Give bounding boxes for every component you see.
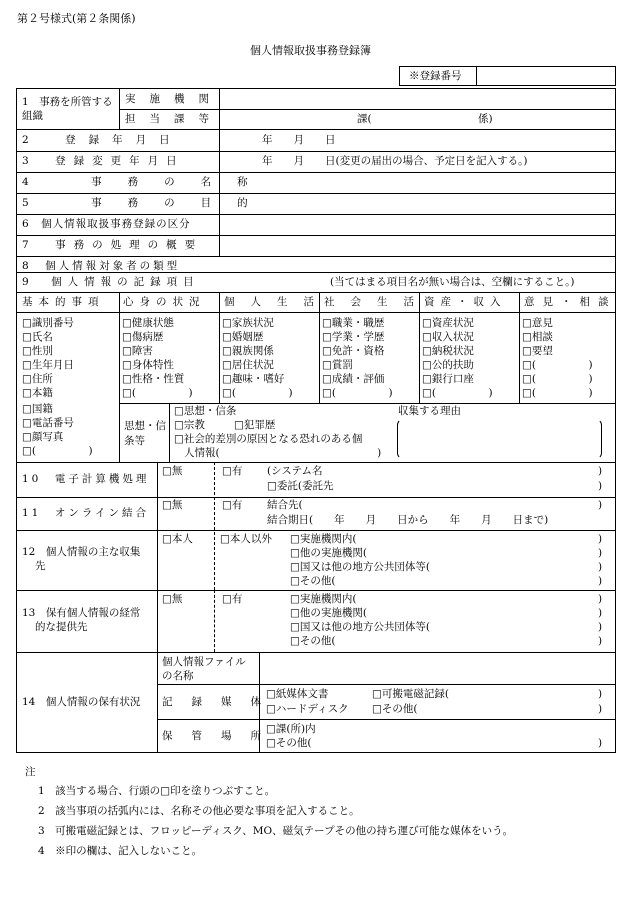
cat4-item[interactable]: □納税状況 <box>422 345 474 357</box>
reason-bracket[interactable] <box>397 419 602 459</box>
row1-label: 1 事務を所管する組織 <box>22 96 113 122</box>
row1-ka: 課( <box>357 113 372 125</box>
row11-yes[interactable]: □有 <box>222 499 243 511</box>
cat2-item[interactable]: □趣味・嗜好 <box>222 373 285 385</box>
cat5-item[interactable]: □( ) <box>522 387 593 399</box>
cat0-item[interactable]: □住所 <box>22 373 53 385</box>
row14-media-label: 記録媒体 <box>162 696 280 708</box>
row4-label: 4 事務の名称 <box>22 176 274 188</box>
shiso-item-discrimination[interactable]: □社会的差別の原因となる恐れのある個 <box>174 433 363 445</box>
cat0-item[interactable]: □生年月日 <box>22 359 74 371</box>
row12-self[interactable]: □本人 <box>162 533 193 545</box>
paren-close: ) <box>598 703 603 715</box>
row1-agency-input[interactable] <box>220 89 615 109</box>
row12-item[interactable]: □実施機関内( <box>290 533 357 545</box>
paren-close: ) <box>598 688 603 700</box>
paren-close: ) <box>598 499 603 511</box>
shiso-label: 思想・信条等 <box>124 420 166 447</box>
row13-item[interactable]: □実施機関内( <box>290 593 357 605</box>
paren-close: ) <box>598 737 603 749</box>
cat1-item[interactable]: □性格・性質 <box>122 373 185 385</box>
cat3-item[interactable]: □免許・資格 <box>322 345 385 357</box>
note-4: 4 ※印の欄は、記入しないこと。 <box>38 845 203 857</box>
row7-label: 7 事務の処理の概要 <box>22 239 204 251</box>
category-header-opinion: 意見・相談 <box>524 296 617 308</box>
reason-label: 収集する理由 <box>398 405 461 417</box>
row11-label: 11 オンライン結合 <box>22 507 150 519</box>
row12-other[interactable]: □本人以外 <box>220 533 272 545</box>
row13-item[interactable]: □国又は他の地方公共団体等( <box>290 621 431 633</box>
cat1-item[interactable]: □障害 <box>122 345 153 357</box>
shiso-item-belief[interactable]: □思想・信条 <box>174 405 237 417</box>
cat0-item[interactable]: □本籍 <box>22 387 53 399</box>
row14-media-paper[interactable]: □紙媒体文書 <box>266 688 329 700</box>
cat1-item[interactable]: □身体特性 <box>122 359 174 371</box>
row9-label: 9 個人情報の記録項目 <box>22 276 200 288</box>
row13-none[interactable]: □無 <box>162 593 183 605</box>
cat0-item[interactable]: □( ) <box>22 445 93 457</box>
category-header-body: 心身の状況 <box>123 296 206 308</box>
row10-label: 10 電子計算機処理 <box>22 473 150 485</box>
paren-close: ) <box>598 607 603 619</box>
row13-yes[interactable]: □有 <box>222 593 243 605</box>
cat5-item[interactable]: □( ) <box>522 359 593 371</box>
page-title: 個人情報取扱事務登録簿 <box>250 44 371 57</box>
cat3-item[interactable]: □( ) <box>322 387 393 399</box>
row5-label: 5 事務の目的 <box>22 197 274 209</box>
row1-kakari: 係) <box>478 113 493 125</box>
cat0-item[interactable]: □電話番号 <box>22 417 74 429</box>
row3-label: 3 登録変更年月日 <box>22 155 185 167</box>
cat4-item[interactable]: □収入状況 <box>422 331 474 343</box>
cat1-item[interactable]: □傷病歴 <box>122 331 164 343</box>
registration-number-field[interactable] <box>477 67 615 85</box>
row6-label: 6 個人情報取扱事務登録の区分 <box>22 218 191 230</box>
cat2-item[interactable]: □( ) <box>222 387 293 399</box>
row11-period: 結合期日( 年 月 日から 年 月 日まで) <box>267 514 549 526</box>
paren-close: ) <box>598 621 603 633</box>
row10-none[interactable]: □無 <box>162 465 183 477</box>
cat5-item[interactable]: □要望 <box>522 345 553 357</box>
paren-close: ) <box>598 465 603 477</box>
row10-yes[interactable]: □有 <box>222 465 243 477</box>
row14-label: 14 個人情報の保有状況 <box>22 696 141 708</box>
cat4-item[interactable]: □公的扶助 <box>422 359 474 371</box>
category-header-assets: 資産・収入 <box>424 296 507 308</box>
row2-date: 年 月 日 <box>262 134 336 146</box>
row14-place-label: 保管場所 <box>162 730 280 742</box>
row1-sub-agency: 実施機関 <box>125 93 223 105</box>
row12-item[interactable]: □他の実施機関( <box>290 547 368 559</box>
cat5-item[interactable]: □相談 <box>522 331 553 343</box>
row14-file-label1: 個人情報ファイル <box>162 656 246 668</box>
row11-target: 結合先( <box>267 499 303 511</box>
cat3-item[interactable]: □職業・職歴 <box>322 317 385 329</box>
row12-item[interactable]: □国又は他の地方公共団体等( <box>290 561 431 573</box>
note-3: 3 可搬電磁記録とは、フロッピーディスク、MO、磁気テープその他の持ち運び可能な媒体をいう。 <box>38 825 514 837</box>
cat0-item[interactable]: □国籍 <box>22 403 53 415</box>
row14-file-input[interactable] <box>260 653 615 683</box>
note-2: 2 該当事項の括弧内には、名称その他必要な事項を記入すること。 <box>38 805 360 817</box>
category-header-basic: 基本的事項 <box>22 296 105 308</box>
row14-file-label2: の名称 <box>162 670 194 682</box>
row14-place-office[interactable]: □課(所)内 <box>266 723 316 735</box>
paren-close: ) <box>598 635 603 647</box>
paren-close: ) <box>598 480 603 492</box>
category-header-social: 社会生活 <box>324 296 430 308</box>
row14-media-portable[interactable]: □可搬電磁記録( <box>372 688 450 700</box>
row9-note: (当てはまる項目名が無い場合は、空欄にすること。) <box>330 276 575 288</box>
shiso-item-religion[interactable]: □宗教 <box>174 419 205 431</box>
cat0-item[interactable]: □氏名 <box>22 331 53 343</box>
cat0-item[interactable]: □顔写真 <box>22 431 64 443</box>
cat5-item[interactable]: □意見 <box>522 317 553 329</box>
cat3-item[interactable]: □成績・評価 <box>322 373 385 385</box>
row3-date: 年 月 日(変更の届出の場合、予定日を記入する。) <box>262 155 528 167</box>
row13-label-line1: 13 保有個人情報の経常 <box>22 607 141 619</box>
row1-sub-section: 担当課等 <box>125 113 223 125</box>
row12-label-line2: 先 <box>35 560 46 572</box>
row13-item[interactable]: □その他( <box>290 635 336 647</box>
paren-close: ) <box>598 561 603 573</box>
cat4-item[interactable]: □( ) <box>422 387 493 399</box>
row10-system: (システム名 <box>267 465 323 477</box>
cat1-item[interactable]: □健康状態 <box>122 317 174 329</box>
paren-close: ) <box>598 533 603 545</box>
cat2-item[interactable]: □婚姻歴 <box>222 331 264 343</box>
cat4-item[interactable]: □銀行口座 <box>422 373 474 385</box>
form-number: 第２号様式(第２条関係) <box>17 12 136 25</box>
cat0-item[interactable]: □性別 <box>22 345 53 357</box>
cat5-item[interactable]: □( ) <box>522 373 593 385</box>
paren-close: ) <box>598 547 603 559</box>
row10-contract[interactable]: □委託(委託先 <box>267 480 334 492</box>
row2-label: 2 登録年月日 <box>22 134 183 146</box>
row14-media-other[interactable]: □その他( <box>372 703 418 715</box>
row13-label-line2: 的な提供先 <box>35 621 88 633</box>
cat2-item[interactable]: □居住状況 <box>222 359 274 371</box>
row14-media-hdd[interactable]: □ハードディスク <box>266 703 349 715</box>
row12-label-line1: 12 個人情報の主な収集 <box>22 546 141 558</box>
row8-label: 8 個人情報対象者の類型 <box>22 260 181 272</box>
paren-close: ) <box>598 575 603 587</box>
cat4-item[interactable]: □資産状況 <box>422 317 474 329</box>
row12-item[interactable]: □その他( <box>290 575 336 587</box>
cat3-item[interactable]: □学業・学歴 <box>322 331 385 343</box>
registration-number-label: ※登録番号 <box>409 70 462 82</box>
row14-place-other[interactable]: □その他( <box>266 737 312 749</box>
cat3-item[interactable]: □賞罰 <box>322 359 353 371</box>
row11-none[interactable]: □無 <box>162 499 183 511</box>
row13-item[interactable]: □他の実施機関( <box>290 607 368 619</box>
category-header-life: 個人生活 <box>224 296 330 308</box>
cat1-item[interactable]: □( ) <box>122 387 193 399</box>
cat2-item[interactable]: □親族関係 <box>222 345 274 357</box>
shiso-item-personal-info: 人情報( ) <box>184 447 382 459</box>
paren-close: ) <box>598 593 603 605</box>
shiso-item-crime[interactable]: □犯罪歴 <box>234 419 276 431</box>
notes-heading: 注 <box>25 766 36 778</box>
cat0-item[interactable]: □識別番号 <box>22 317 74 329</box>
note-1: 1 該当する場合、行頭の□印を塗りつぶすこと。 <box>38 785 276 797</box>
cat2-item[interactable]: □家族状況 <box>222 317 274 329</box>
